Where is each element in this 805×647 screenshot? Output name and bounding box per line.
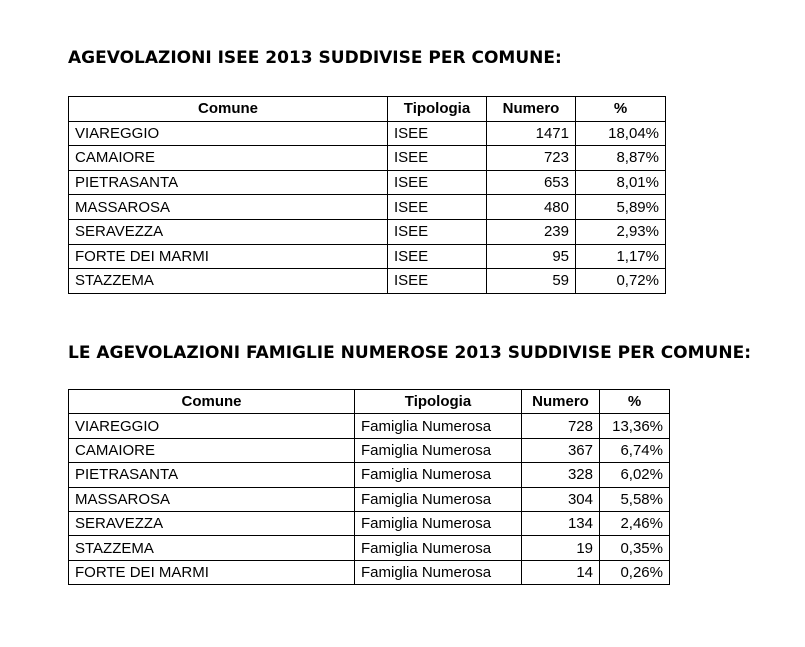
famiglie-table [68, 389, 670, 585]
table-row [69, 244, 666, 269]
cell-percent: 1,17% [576, 244, 666, 269]
cell-comune: STAZZEMA [69, 269, 388, 294]
cell-tipologia: Famiglia Numerosa [355, 414, 522, 438]
table-row [69, 438, 670, 462]
cell-comune: MASSAROSA [69, 195, 388, 220]
cell-percent: 0,72% [576, 269, 666, 294]
cell-percent: 0,35% [600, 536, 670, 560]
cell-percent: 2,93% [576, 219, 666, 244]
column-header-percent: % [600, 390, 670, 414]
cell-comune: SERAVEZZA [69, 511, 355, 535]
table-row [69, 414, 670, 438]
cell-comune: FORTE DEI MARMI [69, 560, 355, 584]
cell-numero: 304 [522, 487, 600, 511]
cell-numero: 480 [487, 195, 576, 220]
cell-numero: 59 [487, 269, 576, 294]
cell-tipologia: ISEE [388, 146, 487, 171]
cell-percent: 0,26% [600, 560, 670, 584]
isee-table [68, 96, 666, 294]
cell-comune: STAZZEMA [69, 536, 355, 560]
table-row [69, 121, 666, 146]
cell-percent: 5,89% [576, 195, 666, 220]
column-header-tipologia: Tipologia [355, 390, 522, 414]
column-header-numero: Numero [522, 390, 600, 414]
cell-percent: 5,58% [600, 487, 670, 511]
cell-numero: 728 [522, 414, 600, 438]
cell-comune: CAMAIORE [69, 146, 388, 171]
table-header-row [69, 97, 666, 122]
cell-comune: MASSAROSA [69, 487, 355, 511]
cell-tipologia: ISEE [388, 195, 487, 220]
table-row [69, 146, 666, 171]
cell-tipologia: Famiglia Numerosa [355, 438, 522, 462]
cell-numero: 653 [487, 170, 576, 195]
cell-comune: PIETRASANTA [69, 170, 388, 195]
cell-tipologia: ISEE [388, 219, 487, 244]
cell-percent: 8,01% [576, 170, 666, 195]
isee-section-title: AGEVOLAZIONI ISEE 2013 SUDDIVISE PER COMUNE: [68, 48, 562, 68]
table-row [69, 269, 666, 294]
cell-percent: 18,04% [576, 121, 666, 146]
cell-tipologia: Famiglia Numerosa [355, 536, 522, 560]
cell-comune: PIETRASANTA [69, 463, 355, 487]
cell-numero: 95 [487, 244, 576, 269]
cell-comune: CAMAIORE [69, 438, 355, 462]
table-row [69, 195, 666, 220]
cell-percent: 6,74% [600, 438, 670, 462]
cell-percent: 8,87% [576, 146, 666, 171]
table-row [69, 463, 670, 487]
cell-percent: 13,36% [600, 414, 670, 438]
cell-tipologia: ISEE [388, 170, 487, 195]
table-row [69, 536, 670, 560]
cell-tipologia: Famiglia Numerosa [355, 511, 522, 535]
table-row [69, 511, 670, 535]
table-row [69, 170, 666, 195]
cell-percent: 6,02% [600, 463, 670, 487]
cell-tipologia: ISEE [388, 244, 487, 269]
cell-numero: 239 [487, 219, 576, 244]
column-header-tipologia: Tipologia [388, 97, 487, 122]
table-row [69, 219, 666, 244]
cell-numero: 19 [522, 536, 600, 560]
famiglie-section-title: LE AGEVOLAZIONI FAMIGLIE NUMEROSE 2013 SUDDIVISE PER COMUNE: [68, 343, 751, 363]
cell-numero: 14 [522, 560, 600, 584]
column-header-numero: Numero [487, 97, 576, 122]
table-row [69, 560, 670, 584]
cell-tipologia: Famiglia Numerosa [355, 463, 522, 487]
cell-numero: 134 [522, 511, 600, 535]
cell-numero: 723 [487, 146, 576, 171]
cell-percent: 2,46% [600, 511, 670, 535]
cell-comune: SERAVEZZA [69, 219, 388, 244]
cell-tipologia: Famiglia Numerosa [355, 560, 522, 584]
cell-numero: 1471 [487, 121, 576, 146]
column-header-comune: Comune [69, 390, 355, 414]
cell-numero: 367 [522, 438, 600, 462]
cell-comune: VIAREGGIO [69, 121, 388, 146]
table-row [69, 487, 670, 511]
cell-numero: 328 [522, 463, 600, 487]
column-header-comune: Comune [69, 97, 388, 122]
cell-tipologia: ISEE [388, 269, 487, 294]
table-header-row [69, 390, 670, 414]
cell-comune: VIAREGGIO [69, 414, 355, 438]
column-header-percent: % [576, 97, 666, 122]
cell-comune: FORTE DEI MARMI [69, 244, 388, 269]
cell-tipologia: Famiglia Numerosa [355, 487, 522, 511]
cell-tipologia: ISEE [388, 121, 487, 146]
